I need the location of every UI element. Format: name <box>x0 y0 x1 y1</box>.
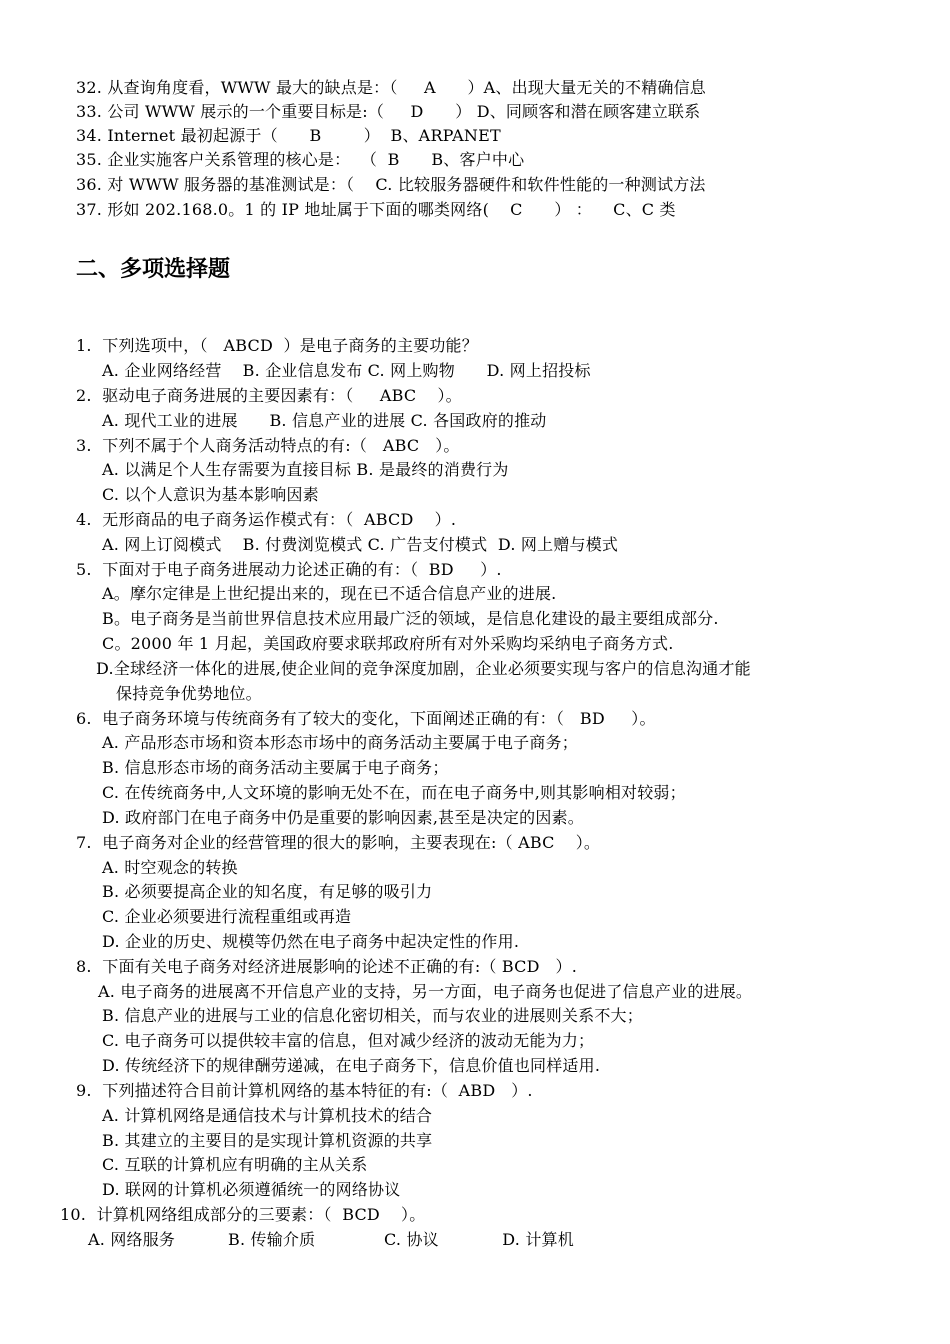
section-heading: 二、多项选择题 <box>76 257 231 282</box>
mc-question-4: 4. 无形商品的电子商务运作模式有：（ ABCD ）. <box>76 510 457 529</box>
mc-option-6a: A. 产品形态市场和资本形态市场中的商务活动主要属于电子商务； <box>102 733 578 752</box>
mc-option-7b: B. 必须要提高企业的知名度，有足够的吸引力 <box>102 882 433 901</box>
mc-option-6c: C. 在传统商务中,人文环境的影响无处不在，而在电子商务中,则其影响相对较弱； <box>102 783 686 802</box>
mc-question-10: 10. 计算机网络组成部分的三要素：（ BCD ）。 <box>60 1205 426 1224</box>
mc-option-7a: A. 时空观念的转换 <box>102 858 238 877</box>
mc-option-9a: A. 计算机网络是通信技术与计算机技术的结合 <box>102 1106 433 1125</box>
question-33: 33. 公司 WWW 展示的一个重要目标是:（ D ） D、同顾客和潜在顾客建立联系 <box>76 102 701 121</box>
question-32: 32. 从查询角度看，WWW 最大的缺点是：（ A ）A、出现大量无关的不精确信息 <box>76 78 707 97</box>
mc-option-3c: C. 以个人意识为基本影响因素 <box>102 485 319 504</box>
mc-option-7d: D. 企业的历史、规模等仍然在电子商务中起决定性的作用. <box>102 932 520 951</box>
question-34: 34. Internet 最初起源于（ B ） B、ARPANET <box>76 126 501 145</box>
mc-question-6: 6. 电子商务环境与传统商务有了较大的变化，下面阐述正确的有：（ BD ）。 <box>76 709 656 728</box>
mc-question-7: 7. 电子商务对企业的经营管理的很大的影响，主要表现在:（ ABC ）。 <box>76 833 601 852</box>
mc-options-1: A. 企业网络经营 B. 企业信息发布 C. 网上购物 D. 网上招投标 <box>102 361 591 380</box>
mc-question-2: 2. 驱动电子商务进展的主要因素有：（ ABC ）。 <box>76 386 462 405</box>
question-36: 36. 对 WWW 服务器的基准测试是：（ C. 比较服务器硬件和软件性能的一种测试方法 <box>76 175 706 194</box>
mc-option-7c: C. 企业必须要进行流程重组或再造 <box>102 907 352 926</box>
mc-question-3: 3. 下列不属于个人商务活动特点的有:（ ABC ）。 <box>76 436 460 455</box>
mc-option-6d: D. 政府部门在电子商务中仍是重要的影响因素,甚至是决定的因素。 <box>102 808 584 827</box>
mc-options-4: A. 网上订阅模式 B. 付费浏览模式 C. 广告支付模式 D. 网上赠与模式 <box>102 535 619 554</box>
mc-question-5: 5. 下面对于电子商务进展动力论述正确的有：（ BD ）. <box>76 560 502 579</box>
mc-option-9c: C. 互联的计算机应有明确的主从关系 <box>102 1155 368 1174</box>
mc-option-9b: B. 其建立的主要目的是实现计算机资源的共享 <box>102 1131 433 1150</box>
mc-option-5b: B。电子商务是当前世界信息技术应用最广泛的领域，是信息化建设的最主要组成部分. <box>102 609 719 628</box>
mc-question-8: 8. 下面有关电子商务对经济进展影响的论述不正确的有:（ BCD ）. <box>76 957 577 976</box>
mc-option-5d-cont: 保持竞争优势地位。 <box>116 684 262 703</box>
mc-option-6b: B. 信息形态市场的商务活动主要属于电子商务； <box>102 758 449 777</box>
mc-option-8c: C. 电子商务可以提供较丰富的信息，但对减少经济的波动无能为力； <box>102 1031 595 1050</box>
mc-options-2: A. 现代工业的进展 B. 信息产业的进展 C. 各国政府的推动 <box>102 411 547 430</box>
question-35: 35. 企业实施客户关系管理的核心是： （ B B、客户中心 <box>76 150 525 169</box>
mc-options-10: A. 网络服务 B. 传输介质 C. 协议 D. 计算机 <box>88 1230 574 1249</box>
mc-option-8b: B. 信息产业的进展与工业的信息化密切相关，而与农业的进展则关系不大； <box>102 1006 643 1025</box>
mc-option-9d: D. 联网的计算机必须遵循统一的网络协议 <box>102 1180 401 1199</box>
mc-option-3ab: A. 以满足个人生存需要为直接目标 B. 是最终的消费行为 <box>102 460 509 479</box>
mc-option-5d: D.全球经济一体化的进展,使企业间的竞争深度加剧，企业必须要实现与客户的信息沟通才能 <box>96 659 751 678</box>
mc-option-5c: C。2000 年 1 月起，美国政府要求联邦政府所有对外采购均采纳电子商务方式. <box>102 634 674 653</box>
mc-option-5a: A。摩尔定律是上世纪提出来的，现在已不适合信息产业的进展. <box>102 584 557 603</box>
mc-question-9: 9. 下列描述符合目前计算机网络的基本特征的有:（ ABD ）. <box>76 1081 533 1100</box>
question-37: 37. 形如 202.168.0。1 的 IP 地址属于下面的哪类网络( C ） ： C、C 类 <box>76 200 676 219</box>
mc-option-8a: A. 电子商务的进展离不开信息产业的支持，另一方面，电子商务也促进了信息产业的进展。 <box>98 982 753 1001</box>
mc-option-8d: D. 传统经济下的规律酬劳递减，在电子商务下，信息价值也同样适用. <box>102 1056 601 1075</box>
mc-question-1: 1. 下列选项中，（ ABCD ）是电子商务的主要功能？ <box>76 336 478 355</box>
